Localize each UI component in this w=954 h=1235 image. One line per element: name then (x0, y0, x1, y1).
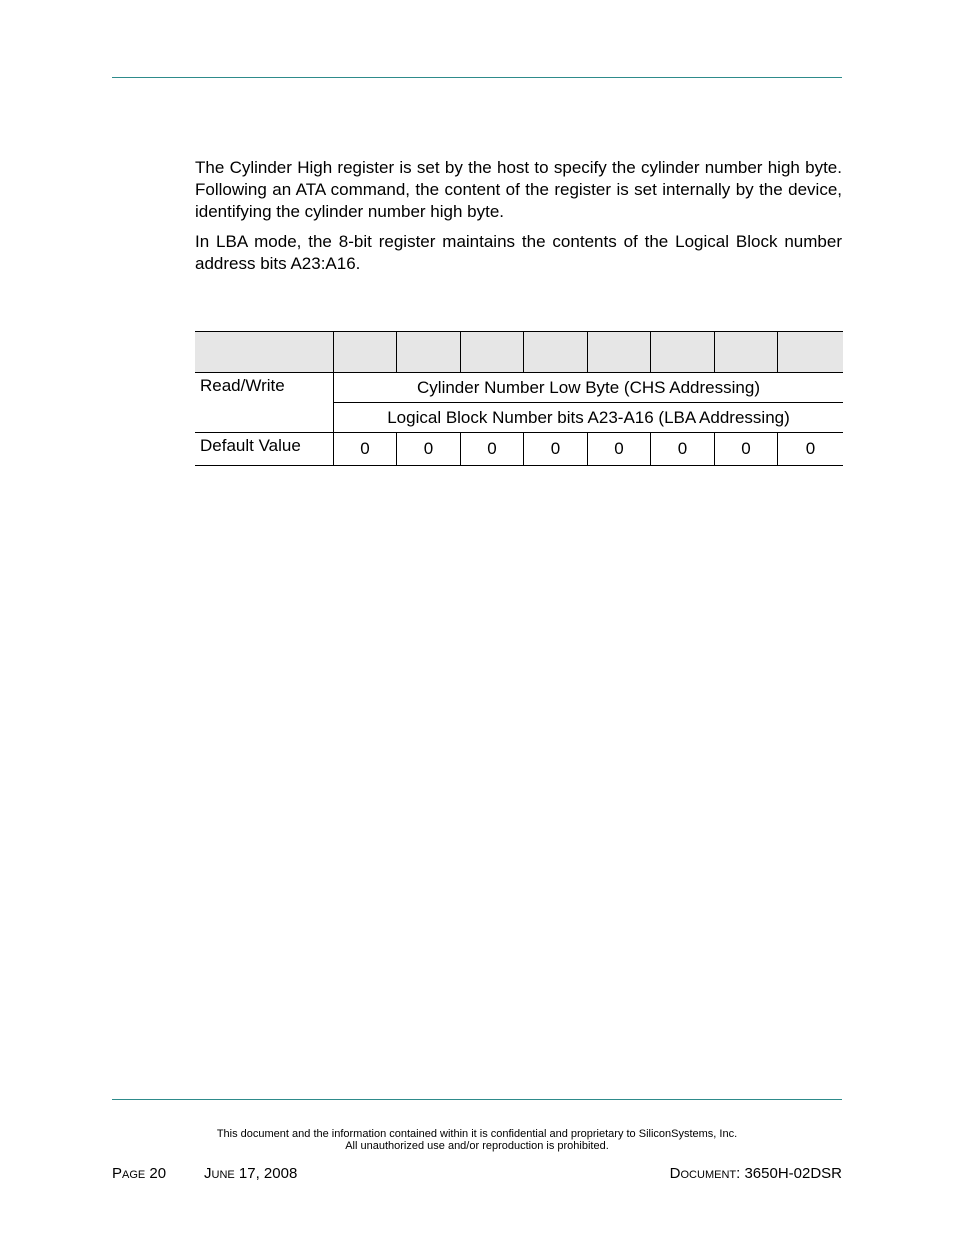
header-cell-label (195, 332, 334, 373)
document-number: DOCUMENT: 3650H-02DSR (669, 1165, 842, 1182)
default-bit1: 0 (715, 433, 778, 466)
confidentiality-line-2: All unauthorized use and/or reproduction is prohibited. (345, 1140, 609, 1152)
document-date: JUNE 17, 2008 (204, 1165, 298, 1182)
header-cell-bit4 (524, 332, 588, 373)
header-cell-bit6 (397, 332, 461, 373)
header-cell-bit5 (461, 332, 524, 373)
confidentiality-line-1: This document and the information contained within it is confidential and proprietary to SiliconSystems, Inc. (216, 1128, 738, 1140)
table-row-read-write (195, 373, 843, 403)
footer-rule (112, 1099, 842, 1100)
header-cell-bit7 (334, 332, 397, 373)
read-write-lba: Logical Block Number bits A23-A16 (LBA Addressing) (334, 403, 844, 433)
default-bit5: 0 (461, 433, 524, 466)
default-bit2: 0 (651, 433, 715, 466)
default-bit6: 0 (397, 433, 461, 466)
body-text (195, 157, 842, 283)
default-bit3: 0 (588, 433, 651, 466)
paragraph-cylinder-high: The Cylinder High register is set by the host to specify the cylinder number high byte. Following an ATA command, the content of the register is set internally by the device, identifying the cylinder number high byte. (195, 158, 842, 221)
header-cell-bit1 (715, 332, 778, 373)
header-rule (112, 77, 842, 78)
register-table (195, 331, 843, 466)
header-cell-bit2 (651, 332, 715, 373)
table-row-default-value (195, 433, 843, 466)
default-value-label: Default Value (195, 433, 334, 466)
header-cell-bit3 (588, 332, 651, 373)
table-header-row (195, 332, 843, 373)
read-write-label: Read/Write (195, 373, 334, 433)
paragraph-lba-mode: In LBA mode, the 8-bit register maintains the contents of the Logical Block number address bits A23:A16. (195, 232, 842, 273)
default-bit4: 0 (524, 433, 588, 466)
page-number: PAGE 20 (112, 1165, 167, 1182)
default-bit0: 0 (778, 433, 844, 466)
read-write-chs: Cylinder Number Low Byte (CHS Addressing) (334, 373, 844, 403)
header-cell-bit0 (778, 332, 844, 373)
default-bit7: 0 (334, 433, 397, 466)
confidentiality-notice (112, 1128, 842, 1152)
